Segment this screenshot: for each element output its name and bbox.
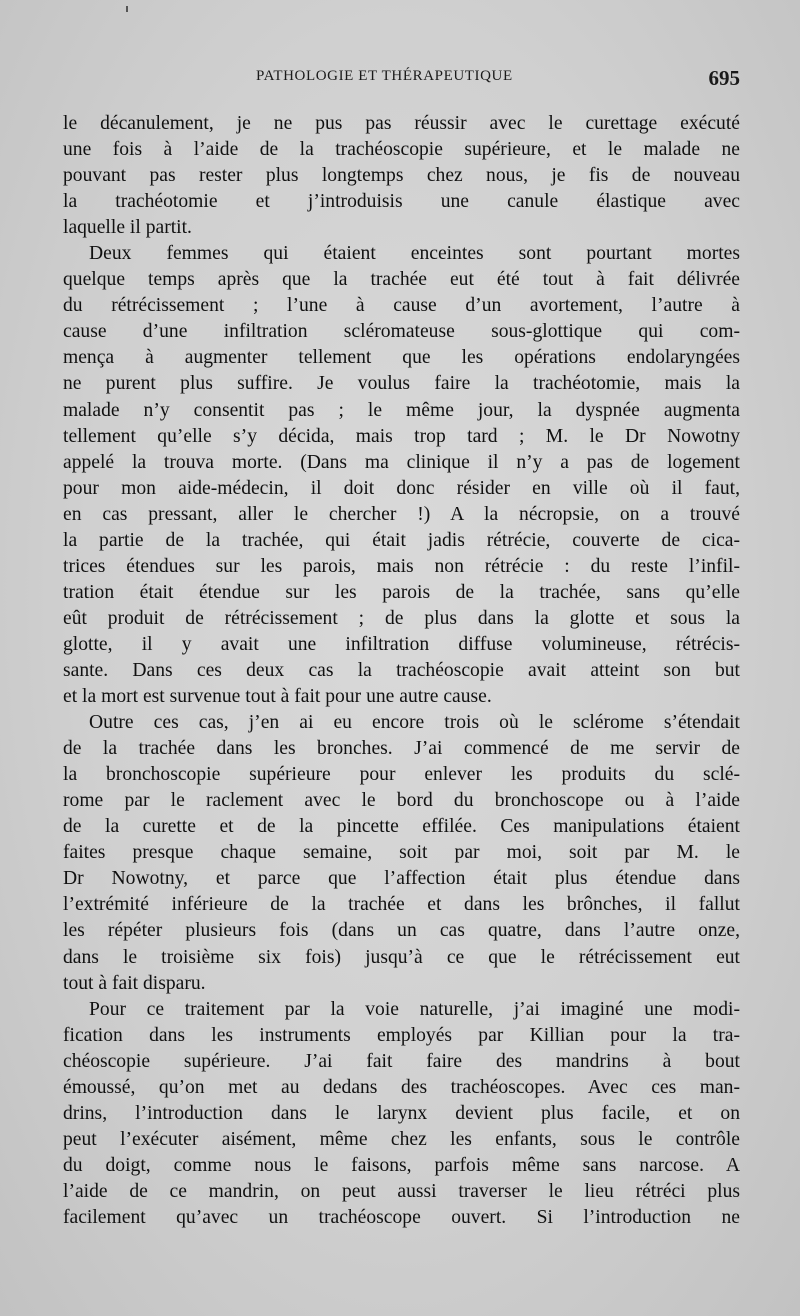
text-line: cause d’une infiltration scléromateuse sous-glottique qui com-: [63, 321, 740, 343]
text-line: tellement qu’elle s’y décida, mais trop tard ; M. le Dr Nowotny: [63, 425, 740, 447]
page-number: 695: [708, 66, 740, 90]
text-line: glotte, il y avait une infiltration diffuse volumineuse, rétrécis-: [63, 633, 740, 655]
text-line: la partie de la trachée, qui était jadis rétrécie, couverte de cica-: [63, 529, 740, 551]
running-title: PATHOLOGIE ET THÉRAPEUTIQUE: [256, 68, 513, 84]
text-line: de la trachée dans les bronches. J’ai commencé de me servir de: [63, 738, 740, 760]
paragraph: [63, 111, 740, 241]
text-line: faites presque chaque semaine, soit par moi, soit par M. le: [63, 842, 740, 864]
text-line: Pour ce traitement par la voie naturelle, j’ai imaginé une modi-: [89, 998, 740, 1020]
text-line: le décanulement, je ne pus pas réussir avec le curettage exécuté: [63, 113, 740, 134]
text-line: fication dans les instruments employés par Killian pour la tra-: [63, 1024, 740, 1046]
paragraph: [63, 241, 740, 710]
body-text: [63, 111, 740, 1231]
text-line: Deux femmes qui étaient enceintes sont pourtant mortes: [89, 243, 740, 265]
printing-mark: [126, 6, 128, 12]
text-line: et la mort est survenue tout à fait pour une autre cause.: [63, 686, 492, 708]
text-line: mença à augmenter tellement que les opérations endolaryngées: [63, 347, 740, 369]
text-line: pour mon aide-médecin, il doit donc résider en ville où il faut,: [63, 477, 740, 499]
text-line: l’extrémité inférieure de la trachée et dans les brônches, il fallut: [63, 894, 740, 916]
text-line: drins, l’introduction dans le larynx devient plus facile, et on: [63, 1102, 740, 1124]
text-line: eût produit de rétrécissement ; de plus dans la glotte et sous la: [63, 607, 740, 629]
text-line: la bronchoscopie supérieure pour enlever les produits du sclé-: [63, 764, 740, 786]
text-line: facilement qu’avec un trachéoscope ouvert. Si l’introduction ne: [63, 1206, 740, 1228]
text-line: rome par le raclement avec le bord du bronchoscope ou à l’aide: [63, 790, 740, 812]
text-line: Dr Nowotny, et parce que l’affection était plus étendue dans: [63, 868, 740, 890]
text-line: l’aide de ce mandrin, on peut aussi traverser le lieu rétréci plus: [63, 1180, 740, 1202]
text-line: en cas pressant, aller le chercher !) A la nécropsie, on a trouvé: [63, 503, 740, 525]
text-line: malade n’y consentit pas ; le même jour, la dyspnée augmenta: [63, 399, 740, 421]
text-line: du doigt, comme nous le faisons, parfois même sans narcose. A: [63, 1154, 740, 1176]
text-line: du rétrécissement ; l’une à cause d’un avortement, l’autre à: [63, 295, 740, 317]
text-line: tration était étendue sur les parois de la trachée, sans qu’elle: [63, 581, 740, 603]
text-line: Outre ces cas, j’en ai eu encore trois où le sclérome s’étendait: [89, 712, 740, 734]
text-line: quelque temps après que la trachée eut été tout à fait délivrée: [63, 269, 740, 291]
text-line: émoussé, qu’on met au dedans des trachéoscopes. Avec ces man-: [63, 1076, 740, 1098]
text-line: trices étendues sur les parois, mais non rétrécie : du reste l’infil-: [63, 555, 740, 577]
text-line: sante. Dans ces deux cas la trachéoscopie avait atteint son but: [63, 659, 740, 681]
text-line: la trachéotomie et j’introduisis une canule élastique avec: [63, 191, 740, 213]
text-line: peut l’exécuter aisément, même chez les enfants, sous le contrôle: [63, 1128, 740, 1150]
text-line: chéoscopie supérieure. J’ai fait faire des mandrins à bout: [63, 1050, 740, 1072]
text-line: pouvant pas rester plus longtemps chez nous, je fis de nouveau: [63, 165, 740, 187]
text-line: dans le troisième six fois) jusqu’à ce que le rétrécissement eut: [63, 946, 740, 968]
paragraph: [63, 710, 740, 997]
text-line: appelé la trouva morte. (Dans ma clinique il n’y a pas de logement: [63, 451, 740, 473]
text-line: laquelle il partit.: [63, 217, 192, 239]
text-line: de la curette et de la pincette effilée. Ces manipulations étaient: [63, 816, 740, 838]
text-line: les répéter plusieurs fois (dans un cas quatre, dans l’autre onze,: [63, 920, 740, 942]
paragraph: [63, 997, 740, 1231]
text-line: une fois à l’aide de la trachéoscopie supérieure, et le malade ne: [63, 139, 740, 161]
text-line: ne purent plus suffire. Je voulus faire la trachéotomie, mais la: [63, 373, 740, 395]
text-line: tout à fait disparu.: [63, 972, 206, 994]
page-header: [62, 66, 740, 96]
